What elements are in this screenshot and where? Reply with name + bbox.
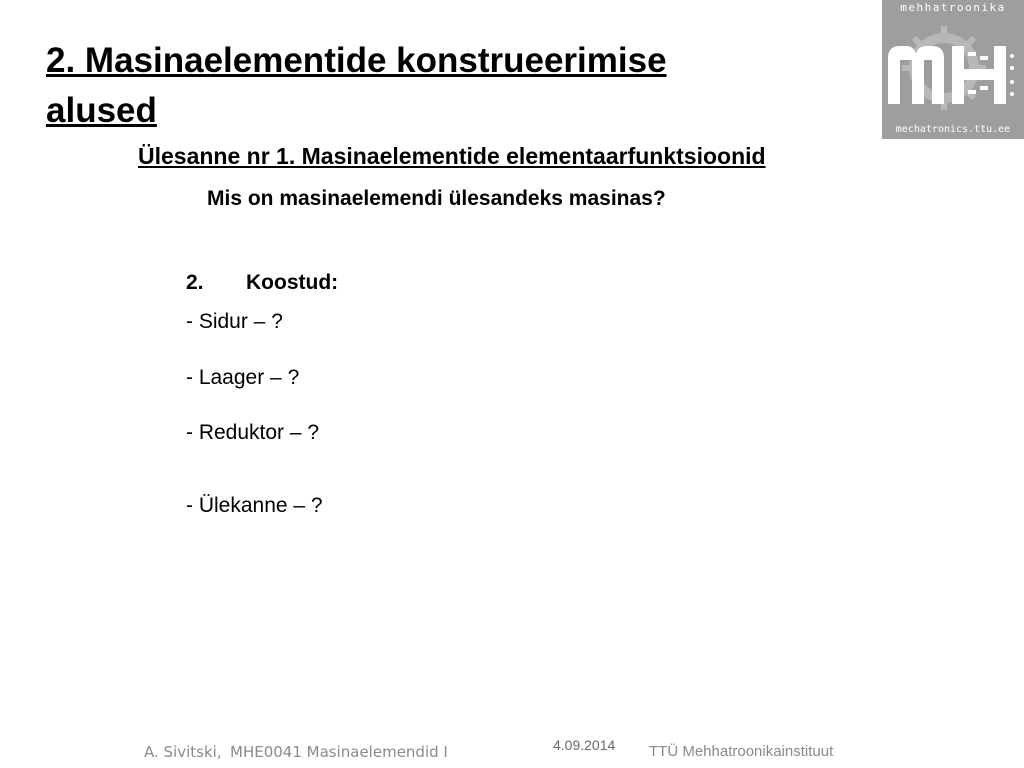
list-item-sidur: - Sidur – ? xyxy=(186,310,283,333)
section-heading xyxy=(186,271,338,295)
slide-title-line-1: 2. Masinaelementide konstrueerimise xyxy=(46,41,667,80)
footer-institute: TTÜ Mehhatroonikainstituut xyxy=(649,743,834,760)
list-item-ulekanne: - Ülekanne – ? xyxy=(186,494,323,517)
logo-emblem-icon xyxy=(882,16,1024,121)
task-heading: Ülesanne nr 1. Masinaelementide elementaarfunktsioonid xyxy=(138,143,766,169)
footer-course: MHE0041 Masinaelemendid I xyxy=(230,743,448,761)
task-question: Mis on masinaelemendi ülesandeks masinas? xyxy=(207,187,666,210)
logo-top-text: mehhatroonika xyxy=(900,1,1006,14)
slide-title-line-2: alused xyxy=(46,91,157,130)
list-item-laager: - Laager – ? xyxy=(186,366,300,389)
slide-title xyxy=(46,36,846,136)
section-label: Koostud: xyxy=(246,271,339,294)
footer-author: A. Sivitski, xyxy=(144,743,222,761)
list-item-reduktor: - Reduktor – ? xyxy=(186,421,320,444)
logo-bottom-text: mechatronics.ttu.ee xyxy=(895,124,1011,135)
section-number: 2. xyxy=(186,271,204,294)
footer-date: 4.09.2014 xyxy=(553,737,616,753)
mehhatroonika-logo xyxy=(882,0,1024,139)
